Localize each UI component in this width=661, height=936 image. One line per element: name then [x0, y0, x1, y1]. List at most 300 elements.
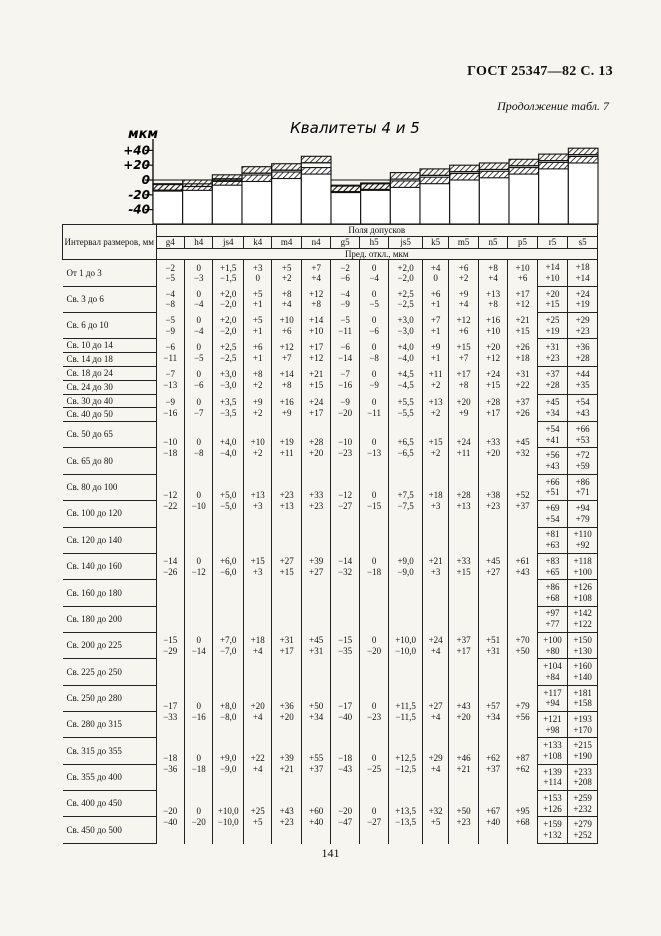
- lower-deviation: +34: [545, 407, 560, 418]
- upper-deviation: −9: [340, 397, 350, 407]
- deviation-cell: [331, 738, 359, 791]
- deviation-cell: [537, 738, 568, 764]
- deviation-cell: [537, 501, 568, 527]
- deviation-cell: [449, 738, 478, 791]
- lower-deviation: +1: [430, 299, 441, 310]
- lower-deviation: +79: [575, 513, 590, 524]
- upper-deviation: +12: [309, 288, 324, 299]
- lower-deviation: −9: [369, 380, 379, 391]
- table-row: [63, 738, 598, 764]
- upper-deviation: +15: [428, 437, 443, 448]
- deviation-cell: [359, 339, 388, 367]
- upper-deviation: +67: [486, 806, 501, 817]
- deviation-cell: [331, 474, 359, 527]
- lower-deviation: −9,0: [220, 764, 237, 775]
- upper-deviation: +51: [486, 634, 501, 645]
- deviation-cell: [568, 738, 598, 764]
- column-header: n5: [478, 236, 507, 248]
- upper-deviation: −15: [163, 634, 178, 645]
- lower-deviation: −4,0: [397, 352, 414, 363]
- lower-deviation: +13: [456, 500, 471, 511]
- upper-deviation: +10: [279, 314, 294, 325]
- lower-deviation: +17: [309, 407, 324, 418]
- upper-deviation: 0: [196, 288, 201, 299]
- deviation-cell: [301, 339, 330, 367]
- deviation-cell: [422, 738, 448, 791]
- deviation-cell: [272, 339, 301, 367]
- deviation-cell: [301, 260, 330, 286]
- lower-deviation: +28: [545, 380, 560, 391]
- deviation-cell: [537, 448, 568, 474]
- upper-deviation: +31: [545, 341, 560, 352]
- upper-deviation: +10,0: [217, 806, 239, 817]
- gost-header: ГОСТ 25347—82 С. 13: [467, 64, 613, 79]
- upper-deviation: +28: [456, 489, 471, 500]
- upper-deviation: +14: [545, 262, 560, 273]
- deviation-cell: [331, 286, 359, 312]
- deviation-cell: [537, 422, 568, 448]
- lower-deviation: −1,5: [220, 273, 237, 284]
- table-continuation-note: Продолжение табл. 7: [497, 99, 609, 113]
- lower-deviation: −4,5: [397, 380, 414, 391]
- upper-deviation: +160: [573, 661, 592, 672]
- lower-deviation: +23: [456, 817, 471, 828]
- upper-deviation: +25: [545, 314, 560, 325]
- lower-deviation: +12: [515, 299, 530, 310]
- deviation-cell: [243, 606, 271, 685]
- upper-deviation: +62: [486, 753, 501, 764]
- size-interval: Св. 400 до 450: [63, 791, 157, 817]
- tolerance-field-bar: [242, 167, 272, 224]
- deviation-cell: [156, 685, 184, 738]
- upper-deviation: +21: [515, 314, 530, 325]
- upper-deviation: +6: [458, 262, 469, 273]
- lower-deviation: +17: [456, 645, 471, 656]
- lower-deviation: +2: [430, 380, 441, 391]
- upper-deviation: +21: [428, 555, 443, 566]
- tolerance-field-bar: [568, 148, 598, 224]
- lower-deviation: −2,0: [220, 325, 237, 336]
- lower-deviation: +23: [486, 500, 501, 511]
- deviation-cell: [537, 313, 568, 339]
- upper-deviation: +33: [486, 437, 501, 448]
- upper-deviation: +61: [515, 555, 530, 566]
- deviation-cell: [272, 313, 301, 339]
- upper-deviation: 0: [371, 634, 377, 645]
- deviation-cell: [156, 286, 184, 312]
- lower-deviation: +100: [573, 566, 592, 577]
- upper-deviation: +9: [458, 288, 469, 299]
- upper-deviation: 0: [371, 314, 377, 325]
- lower-deviation: −36: [163, 764, 178, 775]
- lower-deviation: +18: [515, 352, 530, 363]
- deviation-cell: [537, 339, 568, 367]
- upper-deviation: 0: [371, 753, 377, 764]
- lower-deviation: +15: [545, 299, 560, 310]
- deviation-cell: [537, 712, 568, 738]
- tolerance-field-bar: [450, 165, 480, 224]
- upper-deviation: +45: [486, 555, 501, 566]
- lower-deviation: +108: [543, 751, 562, 762]
- deviation-cell: [243, 367, 271, 395]
- lower-deviation: −13: [367, 447, 382, 458]
- upper-deviation: +52: [515, 489, 530, 500]
- tolerance-field-bar: [272, 164, 302, 224]
- tolerance-field-bar: [479, 163, 509, 224]
- upper-deviation: +37: [545, 369, 560, 380]
- upper-deviation: +24: [456, 437, 471, 448]
- deviation-cell: [272, 367, 301, 395]
- upper-deviation: +24: [428, 634, 443, 645]
- upper-deviation: −10: [163, 437, 178, 448]
- lower-deviation: −40: [338, 711, 353, 722]
- upper-deviation: +3,0: [397, 314, 414, 325]
- lower-deviation: +43: [545, 461, 560, 472]
- interval-header: Интервал размеров, мм: [63, 225, 157, 260]
- lower-deviation: −9: [165, 325, 176, 336]
- upper-deviation: +14: [279, 369, 294, 380]
- deviation-cell: [156, 527, 184, 606]
- upper-deviation: +24: [575, 288, 590, 299]
- upper-deviation: +10: [250, 437, 265, 448]
- upper-deviation: +10: [515, 262, 530, 273]
- upper-deviation: +2,0: [220, 288, 237, 299]
- lower-deviation: −5: [193, 352, 204, 363]
- lower-deviation: +6: [458, 325, 469, 336]
- lower-deviation: −18: [367, 566, 382, 577]
- deviation-cell: [213, 738, 244, 791]
- lower-deviation: +22: [515, 380, 530, 391]
- deviation-cell: [331, 367, 359, 395]
- deviation-cell: [389, 313, 423, 339]
- column-header: s5: [568, 236, 598, 248]
- lower-deviation: +35: [575, 380, 590, 391]
- upper-deviation: +72: [575, 450, 590, 461]
- deviation-cell: [185, 260, 213, 286]
- lower-deviation: +10: [486, 325, 501, 336]
- lower-deviation: +6: [281, 325, 292, 336]
- deviation-cell: [359, 394, 388, 422]
- deviation-cell: [272, 527, 301, 606]
- deviation-cell: [359, 685, 388, 738]
- deviation-cell: [537, 367, 568, 395]
- deviation-cell: [568, 394, 598, 422]
- upper-deviation: +5,5: [397, 397, 414, 407]
- deviation-cell: [449, 339, 478, 367]
- deviation-cell: [422, 313, 448, 339]
- lower-deviation: −8,0: [220, 711, 237, 722]
- lower-deviation: −11: [367, 407, 381, 418]
- upper-deviation: +95: [515, 806, 530, 817]
- deviation-cell: [213, 286, 244, 312]
- table-row: [63, 260, 598, 286]
- deviation-cell: [508, 474, 537, 527]
- lower-deviation: +15: [515, 325, 530, 336]
- upper-deviation: +15: [456, 341, 471, 352]
- lower-deviation: −14: [191, 645, 206, 656]
- lower-deviation: +2: [252, 447, 263, 458]
- lower-deviation: +140: [573, 671, 592, 682]
- deviation-cell: [359, 791, 388, 844]
- upper-deviation: +97: [545, 608, 560, 619]
- upper-deviation: +8: [281, 288, 292, 299]
- deviation-cell: [272, 791, 301, 844]
- deviation-cell: [568, 659, 598, 685]
- upper-deviation: +79: [515, 700, 530, 711]
- upper-deviation: +9: [430, 341, 441, 352]
- size-interval: Св. 250 до 280: [63, 685, 157, 711]
- deviation-cell: [185, 527, 213, 606]
- lower-deviation: +2: [281, 273, 292, 284]
- lower-deviation: −16: [191, 711, 206, 722]
- upper-deviation: +8: [252, 369, 263, 380]
- column-header: g4: [156, 236, 184, 248]
- upper-deviation: 0: [371, 262, 377, 273]
- deviation-cell: [213, 260, 244, 286]
- lower-deviation: −8: [369, 352, 379, 363]
- upper-deviation: +70: [515, 634, 530, 645]
- upper-deviation: +56: [545, 450, 560, 461]
- lower-deviation: +23: [575, 325, 590, 336]
- table-row: [63, 422, 598, 448]
- upper-deviation: +45: [545, 397, 560, 407]
- lower-deviation: +5: [252, 817, 263, 828]
- upper-deviation: +6: [430, 288, 441, 299]
- lower-deviation: +8: [281, 380, 292, 391]
- lower-deviation: −8: [165, 299, 176, 310]
- deviation-cell: [213, 791, 244, 844]
- lower-deviation: +1: [252, 352, 263, 363]
- diagram-unit-label: мкм: [127, 127, 159, 142]
- lower-deviation: +132: [543, 830, 562, 841]
- deviation-cell: [301, 367, 330, 395]
- size-interval: Св. 80 до 100: [63, 474, 157, 500]
- deviation-cell: [359, 367, 388, 395]
- lower-deviation: −11: [338, 325, 353, 336]
- upper-deviation: +94: [575, 503, 590, 514]
- upper-deviation: +18: [575, 262, 590, 273]
- column-header: n4: [301, 236, 330, 248]
- lower-deviation: +84: [545, 671, 560, 682]
- deviation-cell: [537, 553, 568, 579]
- table-row: [63, 791, 598, 817]
- lower-deviation: −3,0: [220, 380, 237, 391]
- lower-deviation: +31: [309, 645, 324, 656]
- tolerance-field-bar: [153, 184, 183, 224]
- deviation-cell: [568, 501, 598, 527]
- upper-deviation: +181: [573, 687, 592, 698]
- tolerance-field-bar: [390, 173, 420, 224]
- table-row: [63, 527, 598, 553]
- upper-deviation: +2,5: [220, 341, 237, 352]
- upper-deviation: 0: [371, 288, 377, 299]
- upper-deviation: +13: [250, 489, 265, 500]
- deviation-cell: [478, 606, 507, 685]
- lower-deviation: +37: [486, 764, 501, 775]
- upper-deviation: −18: [163, 753, 178, 764]
- upper-deviation: +54: [575, 397, 590, 407]
- lower-deviation: −4: [369, 273, 379, 284]
- deviation-cell: [243, 313, 271, 339]
- lower-deviation: +170: [573, 724, 592, 735]
- upper-deviation: +259: [573, 792, 592, 803]
- upper-deviation: +7,0: [220, 634, 237, 645]
- column-header: g5: [331, 236, 359, 248]
- deviation-cell: [359, 422, 388, 475]
- deviation-cell: [422, 339, 448, 367]
- upper-deviation: +110: [573, 529, 592, 540]
- upper-deviation: −6: [165, 341, 176, 352]
- upper-deviation: 0: [196, 369, 201, 380]
- column-header: k4: [243, 236, 271, 248]
- deviation-cell: [389, 738, 423, 791]
- deviation-cell: [568, 791, 598, 817]
- lower-deviation: +3: [430, 566, 441, 577]
- deviation-cell: [478, 339, 507, 367]
- lower-deviation: +1: [252, 299, 263, 310]
- upper-deviation: +25: [250, 806, 265, 817]
- upper-deviation: −17: [163, 700, 178, 711]
- deviation-cell: [537, 260, 568, 286]
- lower-deviation: −15: [367, 500, 382, 511]
- lower-deviation: +17: [279, 645, 294, 656]
- lower-deviation: +2: [430, 447, 441, 458]
- lower-deviation: +26: [515, 407, 530, 418]
- deviation-cell: [422, 394, 448, 422]
- size-interval: Св. 10 до 14: [63, 339, 157, 353]
- lower-deviation: −40: [163, 817, 178, 828]
- upper-deviation: +50: [309, 700, 324, 711]
- lower-deviation: +2: [430, 407, 441, 418]
- upper-deviation: +104: [543, 661, 562, 672]
- upper-deviation: −6: [340, 341, 350, 352]
- deviation-cell: [272, 474, 301, 527]
- lower-deviation: +11: [456, 447, 471, 458]
- deviation-cell: [156, 738, 184, 791]
- deviation-cell: [537, 659, 568, 685]
- upper-deviation: +21: [309, 369, 324, 380]
- lower-deviation: +11: [279, 447, 294, 458]
- deviation-cell: [537, 527, 568, 553]
- column-header: m5: [449, 236, 478, 248]
- deviation-cell: [478, 791, 507, 844]
- lower-deviation: −6: [193, 380, 204, 391]
- deviation-cell: [478, 260, 507, 286]
- upper-deviation: +27: [428, 700, 443, 711]
- tolerance-field-bar: [301, 156, 331, 224]
- deviation-cell: [508, 394, 537, 422]
- upper-deviation: +15: [250, 555, 265, 566]
- size-interval: Св. 160 до 180: [63, 580, 157, 606]
- deviation-cell: [331, 527, 359, 606]
- lower-deviation: +158: [573, 698, 592, 709]
- deviation-cell: [422, 260, 448, 286]
- upper-deviation: +6: [252, 341, 263, 352]
- deviation-cell: [568, 367, 598, 395]
- lower-deviation: −18: [163, 447, 178, 458]
- deviation-cell: [389, 422, 423, 475]
- lower-deviation: −2,0: [220, 299, 237, 310]
- upper-deviation: +20: [250, 700, 265, 711]
- upper-deviation: 0: [196, 262, 201, 273]
- upper-deviation: −12: [163, 489, 178, 500]
- deviation-cell: [301, 685, 330, 738]
- lower-deviation: +8: [311, 299, 321, 310]
- lower-deviation: +3: [252, 500, 263, 511]
- upper-deviation: +46: [456, 753, 471, 764]
- upper-deviation: +19: [279, 437, 294, 448]
- diagram-title: Квалитеты 4 и 5: [290, 119, 420, 137]
- deviation-cell: [478, 286, 507, 312]
- upper-deviation: +4,0: [397, 341, 414, 352]
- upper-deviation: +13,5: [395, 806, 417, 817]
- upper-deviation: +5: [252, 314, 263, 325]
- axis-tick-label: +40: [123, 143, 150, 158]
- upper-deviation: 0: [196, 700, 201, 711]
- upper-deviation: +4,5: [397, 369, 414, 380]
- lower-deviation: +23: [279, 817, 294, 828]
- tolerance-field-bar: [361, 183, 391, 224]
- lower-deviation: −10: [191, 500, 206, 511]
- deviation-cell: [272, 606, 301, 685]
- lower-deviation: +208: [573, 777, 592, 788]
- axis-tick-label: -20: [128, 187, 150, 202]
- lower-deviation: −6: [369, 325, 379, 336]
- deviation-cell: [301, 738, 330, 791]
- lower-deviation: +4: [488, 273, 498, 284]
- lower-deviation: −18: [191, 764, 206, 775]
- deviation-cell: [156, 339, 184, 367]
- lower-deviation: +9: [281, 407, 292, 418]
- upper-deviation: +37: [515, 397, 530, 407]
- deviation-cell: [478, 394, 507, 422]
- lower-deviation: +15: [486, 380, 501, 391]
- upper-deviation: 0: [196, 555, 201, 566]
- upper-deviation: +215: [573, 740, 592, 751]
- lower-deviation: +94: [545, 698, 560, 709]
- deviation-cell: [568, 448, 598, 474]
- upper-deviation: +55: [309, 753, 324, 764]
- lower-deviation: +80: [545, 645, 560, 656]
- lower-deviation: −4: [193, 299, 204, 310]
- table-row: [63, 339, 598, 353]
- upper-deviation: +20: [486, 341, 501, 352]
- deviation-cell: [508, 422, 537, 475]
- deviation-cell: [213, 394, 244, 422]
- upper-deviation: +11,5: [395, 700, 416, 711]
- lower-deviation: +10: [545, 273, 560, 284]
- upper-deviation: +2,0: [220, 314, 237, 325]
- upper-deviation: +12,5: [395, 753, 417, 764]
- lower-deviation: −12,5: [395, 764, 417, 775]
- upper-deviation: +37: [456, 634, 471, 645]
- deviation-cell: [422, 286, 448, 312]
- deviation-cell: [272, 260, 301, 286]
- size-interval: Св. 3 до 6: [63, 286, 157, 312]
- deviation-cell: [449, 260, 478, 286]
- lower-deviation: +12: [486, 352, 501, 363]
- upper-deviation: +39: [309, 555, 324, 566]
- lower-deviation: +34: [309, 711, 324, 722]
- lower-deviation: +34: [486, 711, 501, 722]
- deviation-cell: [422, 685, 448, 738]
- lower-deviation: −3,5: [220, 407, 237, 418]
- lower-deviation: +10: [309, 325, 324, 336]
- upper-deviation: +6,5: [397, 437, 414, 448]
- upper-deviation: 0: [196, 314, 201, 325]
- lower-deviation: −3: [193, 273, 204, 284]
- lower-deviation: +8: [488, 299, 498, 310]
